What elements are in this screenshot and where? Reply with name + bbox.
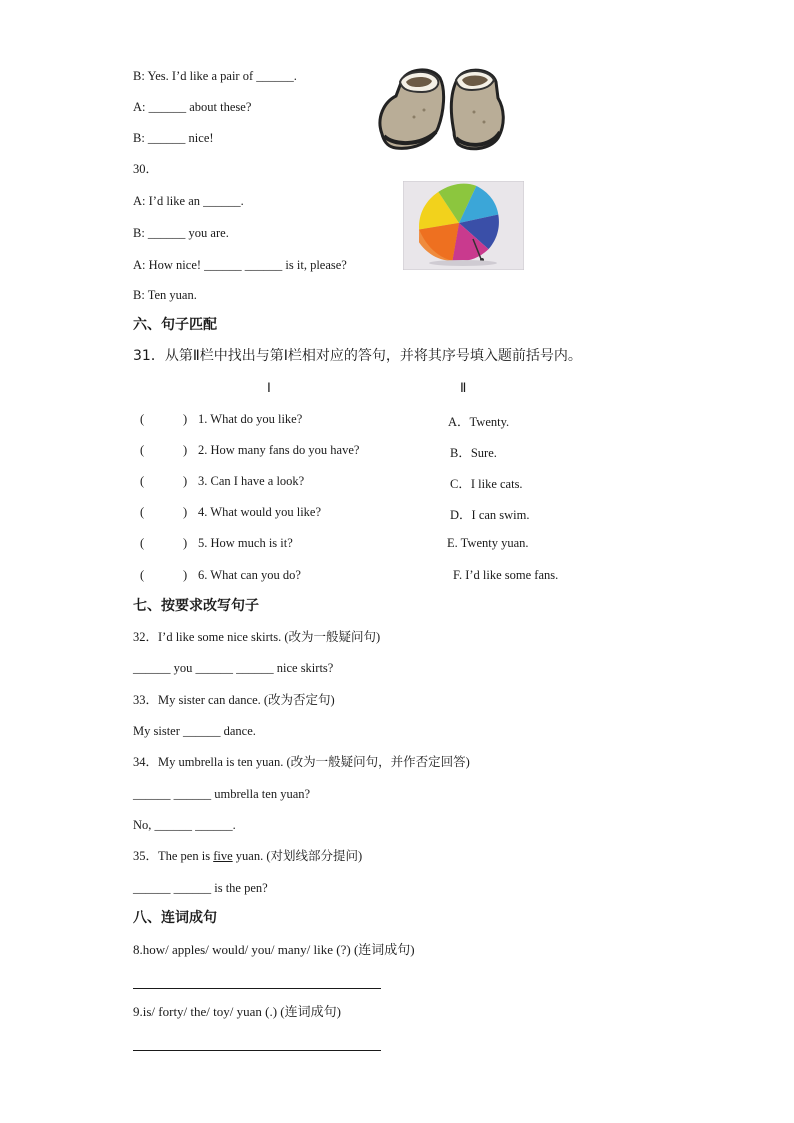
answer-blank-line[interactable]: ______ ______ umbrella ten yuan? bbox=[133, 787, 311, 801]
dialogue-line: B: Ten yuan. bbox=[133, 288, 197, 302]
section-title: 七、按要求改写句子 bbox=[133, 598, 259, 614]
answer-write-line[interactable] bbox=[133, 1050, 381, 1051]
question-text: 9.is/ forty/ the/ toy/ yuan (.) (连词成句) bbox=[133, 1004, 341, 1019]
answer-bracket-open[interactable]: ( bbox=[140, 474, 145, 488]
question-text bbox=[133, 848, 362, 864]
matching-right-item: A．Twenty. bbox=[448, 415, 510, 429]
section-title: 八、连词成句 bbox=[133, 910, 217, 926]
answer-blank-line[interactable]: My sister ______ dance. bbox=[133, 724, 256, 738]
matching-left-item: 6. What can you do? bbox=[198, 568, 301, 582]
underlined-word: five bbox=[213, 849, 233, 863]
answer-bracket-close: ) bbox=[183, 443, 188, 457]
dialogue-line: A: How nice! ______ ______ is it, please? bbox=[133, 258, 347, 272]
answer-bracket-open[interactable]: ( bbox=[140, 443, 145, 457]
answer-bracket-close: ) bbox=[183, 536, 188, 550]
question-text: 32．I’d like some nice skirts. (改为一般疑问句) bbox=[133, 630, 381, 644]
matching-left-item: 5. How much is it? bbox=[198, 536, 293, 550]
dialogue-line: A: I’d like an ______. bbox=[133, 194, 244, 208]
matching-right-item: F. I’d like some fans. bbox=[453, 568, 559, 582]
answer-bracket-open[interactable]: ( bbox=[140, 505, 145, 519]
shoes-image bbox=[374, 62, 506, 154]
answer-bracket-open[interactable]: ( bbox=[140, 412, 145, 426]
dialogue-line: A: ______ about these? bbox=[133, 100, 252, 114]
dialogue-line: B: Yes. I’d like a pair of ______. bbox=[133, 69, 297, 83]
answer-bracket-close: ) bbox=[183, 474, 188, 488]
matching-left-item: 2. How many fans do you have? bbox=[198, 443, 360, 457]
matching-right-item: B．Sure. bbox=[450, 446, 497, 460]
matching-right-item: D．I can swim. bbox=[450, 508, 530, 522]
answer-write-line[interactable] bbox=[133, 988, 381, 989]
answer-bracket-close: ) bbox=[183, 412, 188, 426]
question-instruction: 31．从第Ⅱ栏中找出与第Ⅰ栏相对应的答句，并将其序号填入题前括号内。 bbox=[133, 348, 582, 364]
answer-blank-line[interactable]: No, ______ ______. bbox=[133, 818, 236, 832]
matching-left-item: 3. Can I have a look? bbox=[198, 474, 305, 488]
column-header: Ⅱ bbox=[460, 380, 467, 395]
question-text: 33．My sister can dance. (改为否定句) bbox=[133, 693, 335, 707]
answer-blank-line[interactable]: ______ ______ is the pen? bbox=[133, 881, 268, 895]
matching-right-item: E. Twenty yuan. bbox=[447, 536, 529, 550]
answer-bracket-open[interactable]: ( bbox=[140, 536, 145, 550]
answer-blank-line[interactable]: ______ you ______ ______ nice skirts? bbox=[133, 661, 334, 675]
matching-left-item: 1. What do you like? bbox=[198, 412, 303, 426]
answer-bracket-open[interactable]: ( bbox=[140, 568, 145, 582]
question-text: 8.how/ apples/ would/ you/ many/ like (?) (连词成句) bbox=[133, 942, 415, 957]
section-title: 六、句子匹配 bbox=[133, 317, 217, 333]
dialogue-line: B: ______ nice! bbox=[133, 131, 214, 145]
matching-right-item: C．I like cats. bbox=[450, 477, 523, 491]
question-text-part: 35．The pen is bbox=[133, 849, 214, 863]
umbrella-image bbox=[403, 181, 524, 270]
answer-bracket-close: ) bbox=[183, 505, 188, 519]
question-text-part: yuan. (对划线部分提问) bbox=[232, 849, 363, 863]
question-number: 30． bbox=[133, 162, 159, 176]
answer-bracket-close: ) bbox=[183, 568, 188, 582]
matching-left-item: 4. What would you like? bbox=[198, 505, 322, 519]
question-text: 34．My umbrella is ten yuan. (改为一般疑问句，并作否定回答) bbox=[133, 755, 470, 769]
dialogue-line: B: ______ you are. bbox=[133, 226, 229, 240]
column-header: Ⅰ bbox=[267, 380, 271, 395]
